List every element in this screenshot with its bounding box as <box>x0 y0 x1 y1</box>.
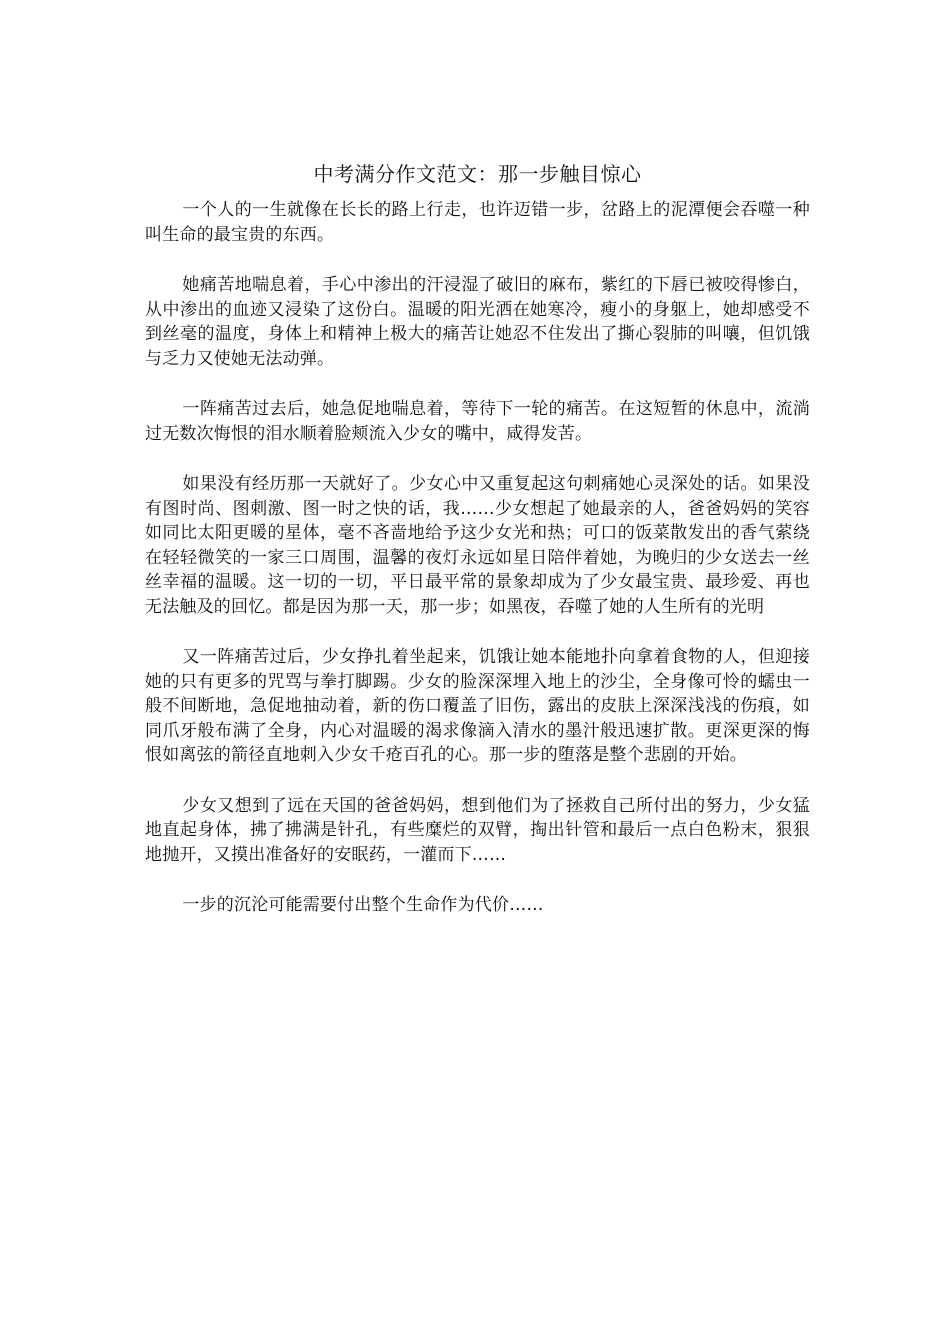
paragraph-2: 她痛苦地喘息着，手心中渗出的汗浸湿了破旧的麻布，紫红的下唇已被咬得惨白，从中渗出的血迹又浸染了这份白。温暖的阳光洒在她寒冷，瘦小的身躯上，她却感受不到丝毫的温度，身体上和精神上极大的痛苦让她忍不住发出了撕心裂肺的叫嚷，但饥饿与乏力又使她无法动弹。 <box>145 275 810 369</box>
document-page <box>145 160 810 944</box>
paragraph-4: 如果没有经历那一天就好了。少女心中又重复起这句刺痛她心灵深处的话。如果没有图时尚、图刺激、图一时之快的话，我……少女想起了她最亲的人，爸爸妈妈的笑容如同比太阳更暖的星体，毫不吝啬地给予这少女光和热；可口的饭菜散发出的香气萦绕在轻轻微笑的一家三口周围，温馨的夜灯永远如星日陪伴着她，为晚归的少女送去一丝丝幸福的温暖。这一切的一切，平日最平常的景象却成为了少女最宝贵、最珍爱、再也无法触及的回忆。都是因为那一天，那一步；如黑夜，吞噬了她的人生所有的光明 <box>145 474 810 617</box>
paragraph-6: 少女又想到了远在天国的爸爸妈妈，想到他们为了拯救自己所付出的努力，少女猛地直起身体，拂了拂满是针孔，有些糜烂的双臂，掏出针管和最后一点白色粉末，狠狠地抛开，又摸出准备好的安眠药，一灌而下…… <box>145 795 810 865</box>
document-title: 中考满分作文范文：那一步触目惊心 <box>313 162 642 186</box>
paragraph-1: 一个人的一生就像在长长的路上行走，也许迈错一步，岔路上的泥潭便会吞噬一种叫生命的最宝贵的东西。 <box>145 200 810 245</box>
paragraph-7: 一步的沉沦可能需要付出整个生命作为代价…… <box>182 895 544 915</box>
paragraph-5: 又一阵痛苦过后，少女挣扎着坐起来，饥饿让她本能地扑向拿着食物的人，但迎接她的只有更多的咒骂与拳打脚踢。少女的脸深深埋入地上的沙尘，全身像可怜的蠕虫一般不间断地，急促地抽动着，新的伤口覆盖了旧伤，露出的皮肤上深深浅浅的伤痕，如同爪牙般布满了全身，内心对温暖的渴求像滴入清水的墨汁般迅速扩散。更深更深的悔恨如离弦的箭径直地刺入少女千疮百孔的心。那一步的堕落是整个悲剧的开始。 <box>145 647 810 765</box>
paragraph-3: 一阵痛苦过去后，她急促地喘息着，等待下一轮的痛苦。在这短暂的休息中，流淌过无数次悔恨的泪水顺着脸颊流入少女的嘴中，咸得发苦。 <box>145 399 810 444</box>
